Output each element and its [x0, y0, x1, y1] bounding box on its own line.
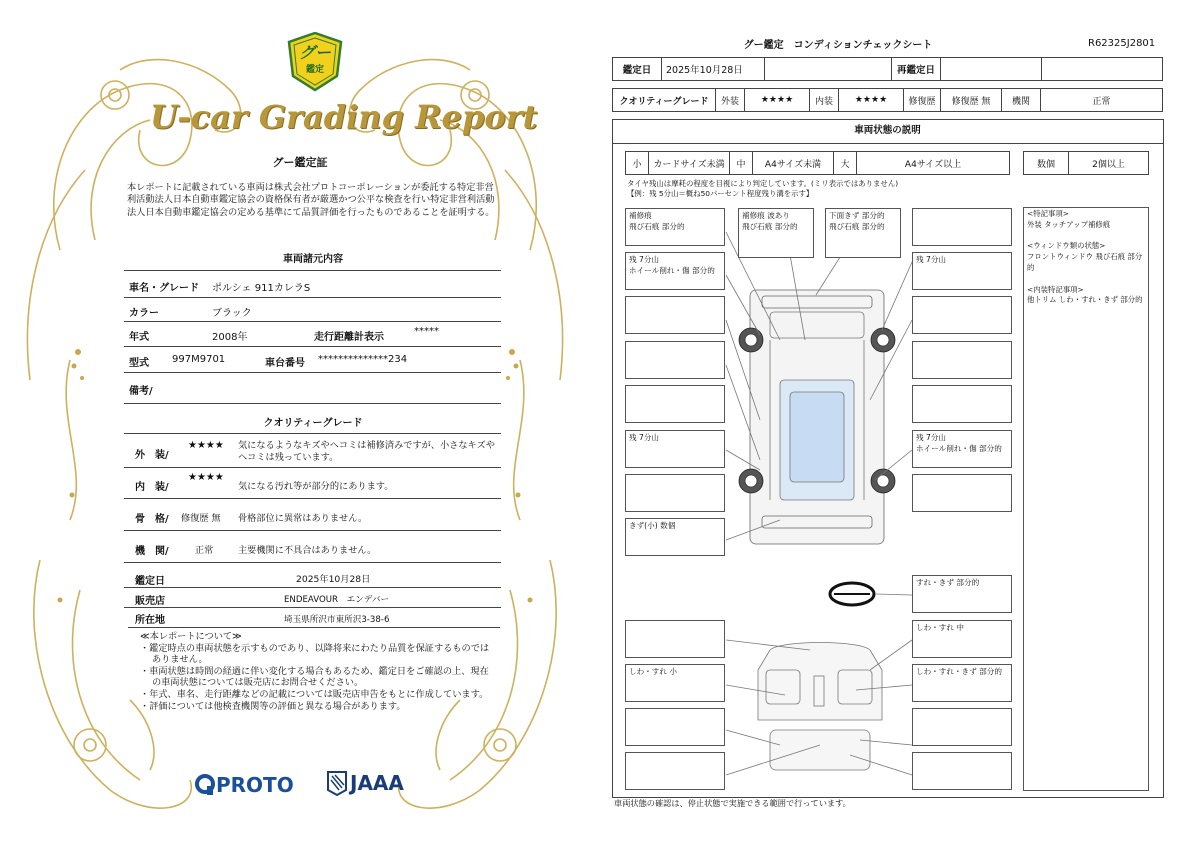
engine-comment: 主要機関に不具合はありません。	[238, 545, 377, 556]
year-value: 2008年	[212, 332, 248, 343]
note-item: ・年式、車名、走行距離などの記載については販売店申告をもとに作成しています。	[140, 688, 489, 700]
address-value: 埼玉県所沢市東所沢3-38-6	[284, 615, 390, 625]
badge-subtext: 鑑定	[305, 65, 324, 75]
engine-label: 機関	[1002, 89, 1041, 112]
size-medium-desc: A4サイズ未満	[753, 152, 834, 175]
exterior-stars: ★★★★	[188, 440, 224, 451]
condition-box-empty	[625, 474, 725, 512]
chassis-value: **************234	[318, 354, 408, 365]
divider	[124, 433, 501, 434]
report-script-title: U-car Grading Report	[150, 98, 538, 136]
condition-box-empty	[912, 708, 1012, 746]
divider	[124, 297, 501, 298]
condition-box-empty	[912, 752, 1012, 790]
condition-box-empty	[912, 296, 1012, 334]
condition-box-empty	[625, 296, 725, 334]
condition-box-empty	[912, 385, 1012, 423]
count-desc: 2個以上	[1069, 152, 1149, 175]
inspect-date-value: 2025年10月28日	[662, 58, 765, 81]
grade-table	[612, 88, 1163, 112]
note-item: ・鑑定時点の車両状態を示すものであり、以降将来にわたり品質を保証するものではありません。	[140, 642, 490, 666]
name-value: ポルシェ 911カレラS	[212, 283, 311, 294]
goo-badge-logo	[287, 32, 343, 92]
reinspect-date-label: 再鑑定日	[892, 58, 941, 81]
engine-value: 正常	[195, 545, 214, 556]
divider	[124, 403, 501, 404]
tire-note: タイヤ残山は摩耗の程度を目視により判定しています。(ミリ表示ではありません)	[627, 179, 899, 188]
condition-box-front-under: 下面きず 部分的 飛び石痕 部分的	[825, 208, 901, 258]
size-large-desc: A4サイズ以上	[857, 152, 1010, 175]
condition-box-empty	[625, 385, 725, 423]
condition-box-front-left: 補修痕 飛び石痕 部分的	[625, 208, 725, 246]
exterior-label: 外 装/	[135, 450, 169, 461]
proto-logo-icon	[194, 773, 216, 797]
certificate-title: グー鑑定証	[272, 156, 328, 169]
tire-example: 【例：残 5分山＝概ね50パーセント程度残り溝を示す】	[627, 189, 814, 198]
date-value: 2025年10月28日	[296, 574, 371, 585]
size-legend	[625, 151, 1010, 175]
condition-box-wheel-fl: 残 7分山 ホイール削れ・傷 部分的	[625, 252, 725, 290]
address-label: 所在地	[135, 615, 165, 626]
repair-value: 修復歴 無	[941, 89, 1002, 112]
int-value: ★★★★	[839, 89, 904, 112]
jaaa-logo: JAAA	[350, 771, 404, 795]
divider	[124, 372, 501, 373]
condition-box-empty	[912, 474, 1012, 512]
note-item: ・車両状態は時間の経過に伴い変化する場合もあるため、鑑定日をご確認の上、現在の車両状態については販売店にお問合せください。	[140, 665, 489, 689]
dealer-value: ENDEAVOUR エンデバー	[284, 595, 390, 605]
condition-box-empty	[912, 341, 1012, 379]
condition-box-steering: すれ・きず 部分的	[912, 575, 1012, 613]
note-item: ・評価については他検査機関等の評価と異なる場合があります。	[140, 700, 406, 712]
engine-label: 機 関/	[135, 546, 169, 557]
certificate-intro: 本レポートに記載されている車両は株式会社プロトコーポレーションが委託する特定非営利活動法人日本自動車鑑定協会の資格保有者が厳選かつ公平な検査を行い特定非営利活動法人日本自動車鑑定協会の定める基準にて品質評価を行ったものであることを証明する。	[127, 182, 495, 218]
divider	[128, 627, 500, 628]
size-large: 大	[834, 152, 857, 175]
model-label: 型式	[129, 358, 149, 369]
empty-cell	[1042, 58, 1163, 81]
proto-logo: PROTO	[216, 773, 294, 797]
date-label: 鑑定日	[135, 576, 165, 587]
interior-stars: ★★★★	[188, 472, 224, 483]
notes-title: ≪本レポートについて≫	[140, 631, 242, 642]
engine-value: 正常	[1041, 89, 1163, 112]
color-label: カラー	[129, 308, 159, 319]
size-small: 小	[626, 152, 649, 175]
year-label: 年式	[129, 332, 149, 343]
exterior-comment: 気になるようなキズやヘコミは補修済みですが、小さなキズやヘコミは残っています。	[238, 440, 495, 464]
condition-box-empty	[625, 708, 725, 746]
divider	[124, 467, 501, 468]
color-value: ブラック	[212, 308, 252, 319]
divider	[124, 530, 501, 531]
size-medium: 中	[730, 152, 753, 175]
name-label: 車名・グレード	[129, 283, 199, 294]
condition-box-empty	[625, 341, 725, 379]
condition-box-seat-driver: しわ・すれ 中	[912, 620, 1012, 658]
condition-title: 車両状態の説明	[612, 119, 1163, 144]
mileage-value: *****	[414, 326, 439, 337]
remarks-label: 備考/	[129, 386, 153, 397]
condition-box-wheel-rl: 残 7分山	[625, 430, 725, 468]
condition-box-empty	[625, 752, 725, 790]
model-value: 997M9701	[172, 354, 226, 365]
empty-cell	[941, 58, 1042, 81]
divider	[124, 607, 501, 608]
dealer-label: 販売店	[135, 596, 165, 607]
interior-label: 内 装/	[135, 482, 169, 493]
quality-title: クオリティーグレード	[263, 418, 363, 429]
report-notes	[140, 631, 496, 712]
date-table	[612, 57, 1163, 81]
interior-comment: 気になる汚れ等が部分的にあります。	[238, 481, 394, 492]
ext-value: ★★★★	[745, 89, 810, 112]
int-label: 内装	[810, 89, 839, 112]
divider	[124, 498, 501, 499]
size-small-desc: カードサイズ未満	[649, 152, 730, 175]
frame-label: 骨 格/	[135, 514, 169, 525]
repair-label: 修復歴	[904, 89, 941, 112]
divider	[124, 562, 501, 563]
count-legend	[1023, 151, 1149, 175]
special-notes: <特記事項> 外装 タッチアップ補修痕 <ウィンドウ類の状態> フロントウィンドウ 飛び石痕 部分的 <内装特記事項> 他トリム しわ・すれ・きず 部分的	[1023, 207, 1149, 791]
count-label: 数個	[1024, 152, 1069, 175]
badge-text: グー	[298, 43, 331, 62]
report-id: R62325J2801	[1088, 38, 1156, 49]
chassis-label: 車台番号	[265, 358, 305, 369]
divider	[124, 270, 501, 271]
condition-box-front: 補修痕 波あり 飛び石痕 部分的	[738, 208, 814, 258]
specs-title: 車両諸元内容	[283, 254, 343, 265]
empty-cell	[765, 58, 892, 81]
checksheet-title: グー鑑定 コンディションチェックシート	[743, 40, 933, 51]
condition-box-wheel-fr: 残 7分山	[912, 252, 1012, 290]
jaaa-logo-icon	[326, 770, 348, 796]
frame-value: 修復歴 無	[181, 513, 221, 524]
inspect-date-label: 鑑定日	[613, 58, 662, 81]
divider	[124, 587, 501, 588]
footer-note: 車両状態の確認は、停止状態で実施できる範囲で行っています。	[614, 798, 851, 808]
condition-box-trim: しわ・すれ・きず 部分的	[912, 664, 1012, 702]
mileage-label: 走行距離計表示	[314, 332, 384, 343]
condition-box-empty	[912, 208, 1012, 246]
divider	[124, 321, 501, 322]
divider	[124, 346, 501, 347]
frame-comment: 骨格部位に異常はありません。	[238, 513, 368, 524]
grading-certificate	[0, 0, 590, 848]
condition-box-seat-passenger: しわ・すれ 小	[625, 664, 725, 702]
ext-label: 外装	[716, 89, 745, 112]
condition-box-wheel-rr: 残 7分山 ホイール削れ・傷 部分的	[912, 430, 1012, 468]
condition-box-rear: きず(小) 数個	[625, 518, 725, 556]
quality-grade-label: クオリティーグレード	[613, 89, 716, 112]
condition-box-empty	[625, 620, 725, 658]
